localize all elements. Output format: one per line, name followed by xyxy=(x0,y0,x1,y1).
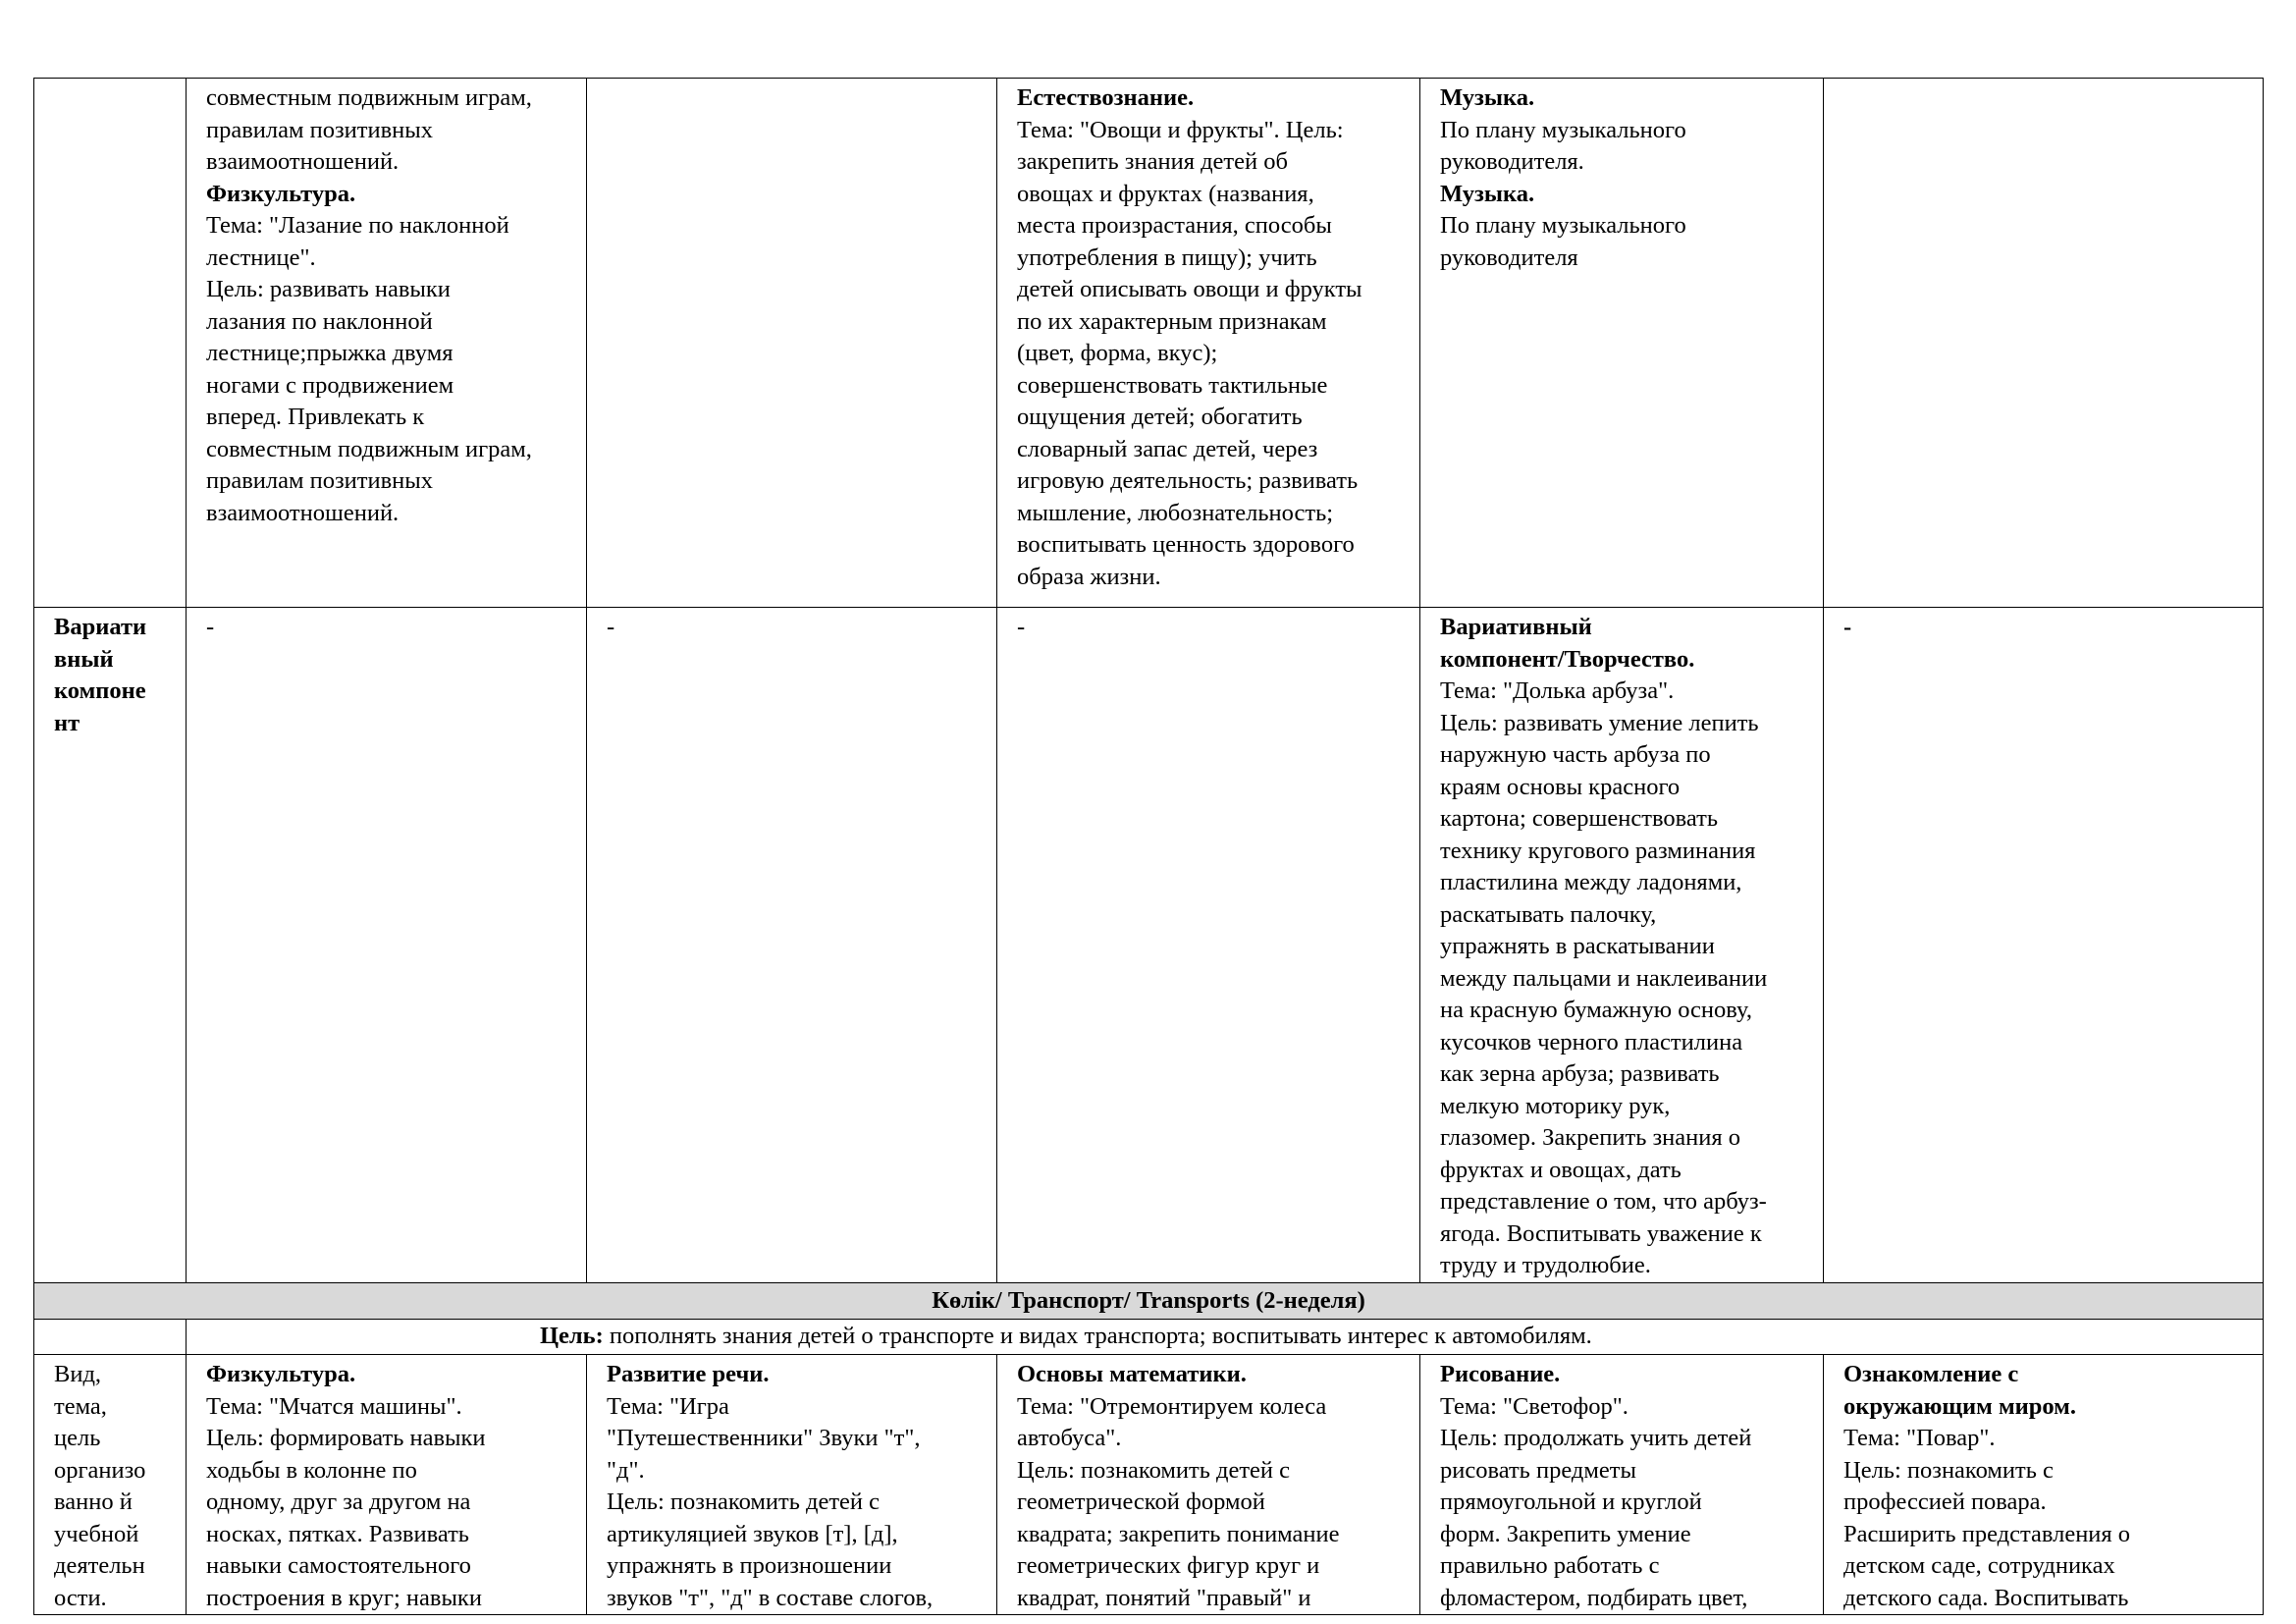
week-header-text: Көлік/ Транспорт/ Transports (2-неделя) xyxy=(932,1287,1365,1314)
goal-text: пополнять знания детей о транспорте и видах транспорта; воспитывать интерес к автомобилям. xyxy=(603,1323,1592,1349)
row1-col3-cell xyxy=(997,79,1420,608)
text-block: Тема: "Лазание по наклонной лестнице". Цель: развивать навыки лазания по наклонной лестнице;прыжка двумя ногами с продвижением вперед. Привлекать к совместным подвижным играм, правилам позитивных взаимоотношений. xyxy=(206,212,532,526)
text-block: Тема: "Овощи и фрукты". Цель: закрепить знания детей об овощах и фруктах (названия, места произрастания, способы употребления в пищу); учить детей описывать овощи и фрукты по их характерным признакам (цвет, форма, вкус); совершенствовать тактильные ощущения детей; обогатить словарный запас детей, через игровую деятельность; развивать мышление, любознательность; воспитывать ценность здорового образа жизни. xyxy=(1017,116,1362,590)
subject-heading: Музыка. xyxy=(1440,180,1535,207)
subject-heading: Основы математики. xyxy=(1017,1361,1247,1387)
dash-text: - xyxy=(1017,614,1026,640)
text-block: совместным подвижным играм, правилам позитивных взаимоотношений. xyxy=(206,84,532,175)
row-label: Вид, тема, цель организо ванно й учебной деятельн ости. xyxy=(54,1361,146,1611)
text-block: Тема: "Светофор". Цель: продолжать учить детей рисовать предметы прямоугольной и круглой форм. Закрепить умение правильно работать с фломастером, подбирать цвет, xyxy=(1440,1392,1752,1611)
table-row xyxy=(34,1283,2264,1320)
row2-col4-cell xyxy=(1420,608,1824,1283)
row3-col0-cell xyxy=(34,1355,187,1615)
goal-label: Цель: xyxy=(540,1323,604,1349)
dash-text: - xyxy=(206,614,215,640)
text-block: По плану музыкального руководителя. xyxy=(1440,116,1686,175)
row1-col5-cell xyxy=(1824,79,2264,608)
table-row xyxy=(34,608,2264,1283)
table-row xyxy=(34,1355,2264,1615)
text-block: Тема: "Мчатся машины". Цель: формировать навыки ходьбы в колонне по одному, друг за другом на носках, пятках. Развивать навыки самостоятельного построения в круг; навыки xyxy=(206,1392,486,1611)
row2-col1-cell xyxy=(187,608,587,1283)
row3-col1-cell xyxy=(187,1355,587,1615)
goal-line xyxy=(206,1320,2255,1353)
row1-col0-cell xyxy=(34,79,187,608)
table-row xyxy=(34,1320,2264,1355)
table-row xyxy=(34,79,2264,608)
subject-heading: Рисование. xyxy=(1440,1361,1561,1387)
text-block: Тема: "Повар". Цель: познакомить с профессией повара. Расширить представления о детском саде, сотрудниках детского сада. Воспитывать xyxy=(1843,1425,2131,1611)
subject-heading: Физкультура. xyxy=(206,1361,356,1387)
row2-col2-cell xyxy=(587,608,997,1283)
goal-blank-cell xyxy=(34,1320,187,1355)
row2-col5-cell xyxy=(1824,608,2264,1283)
plan-table xyxy=(33,78,2264,1615)
text-block: Тема: "Игра "Путешественники" Звуки "т", "д". Цель: познакомить детей с артикуляцией звуков [т], [д], упражнять в произношении звуков "т", "д" в составе слогов, xyxy=(607,1392,934,1611)
row1-col1-cell xyxy=(187,79,587,608)
subject-heading: Естествознание. xyxy=(1017,84,1195,111)
row-label: Вариати вный компоне нт xyxy=(54,614,147,736)
subject-heading: Ознакомление с окружающим миром. xyxy=(1843,1361,2076,1420)
text-block: По плану музыкального руководителя xyxy=(1440,212,1686,271)
text-block: Тема: "Долька арбуза". Цель: развивать умение лепить наружную часть арбуза по краям основы красного картона; совершенствовать технику кругового разминания пластилина между ладонями, раскатывать палочку, упражнять в раскатывании между пальцами и наклеивании на красную бумажную основу, кусочков черного пластилина как зерна арбуза; развивать мелкую моторику рук, глазомер. Закрепить знания о фруктах и овощах, дать представление о том, что арбуз- ягода. Воспитывать уважение к труду и трудолюбие. xyxy=(1440,677,1768,1278)
subject-heading: Вариативный компонент/Творчество. xyxy=(1440,614,1695,673)
row1-col2-cell xyxy=(587,79,997,608)
week-header xyxy=(34,1283,2264,1320)
dash-text: - xyxy=(1843,614,1852,640)
dash-text: - xyxy=(607,614,615,640)
row3-col4-cell xyxy=(1420,1355,1824,1615)
document-page xyxy=(33,78,2263,1615)
row3-col5-cell xyxy=(1824,1355,2264,1615)
row1-col4-cell xyxy=(1420,79,1824,608)
subject-heading: Развитие речи. xyxy=(607,1361,770,1387)
subject-heading: Музыка. xyxy=(1440,84,1535,111)
subject-heading: Физкультура. xyxy=(206,180,356,207)
row2-col3-cell xyxy=(997,608,1420,1283)
row3-col2-cell xyxy=(587,1355,997,1615)
text-block: Тема: "Отремонтируем колеса автобуса". Цель: познакомить детей с геометрической формой квадрата; закрепить понимание геометрических фигур круг и квадрат, понятий "правый" и xyxy=(1017,1392,1340,1611)
goal-cell xyxy=(187,1320,2264,1355)
row2-col0-cell xyxy=(34,608,187,1283)
row3-col3-cell xyxy=(997,1355,1420,1615)
